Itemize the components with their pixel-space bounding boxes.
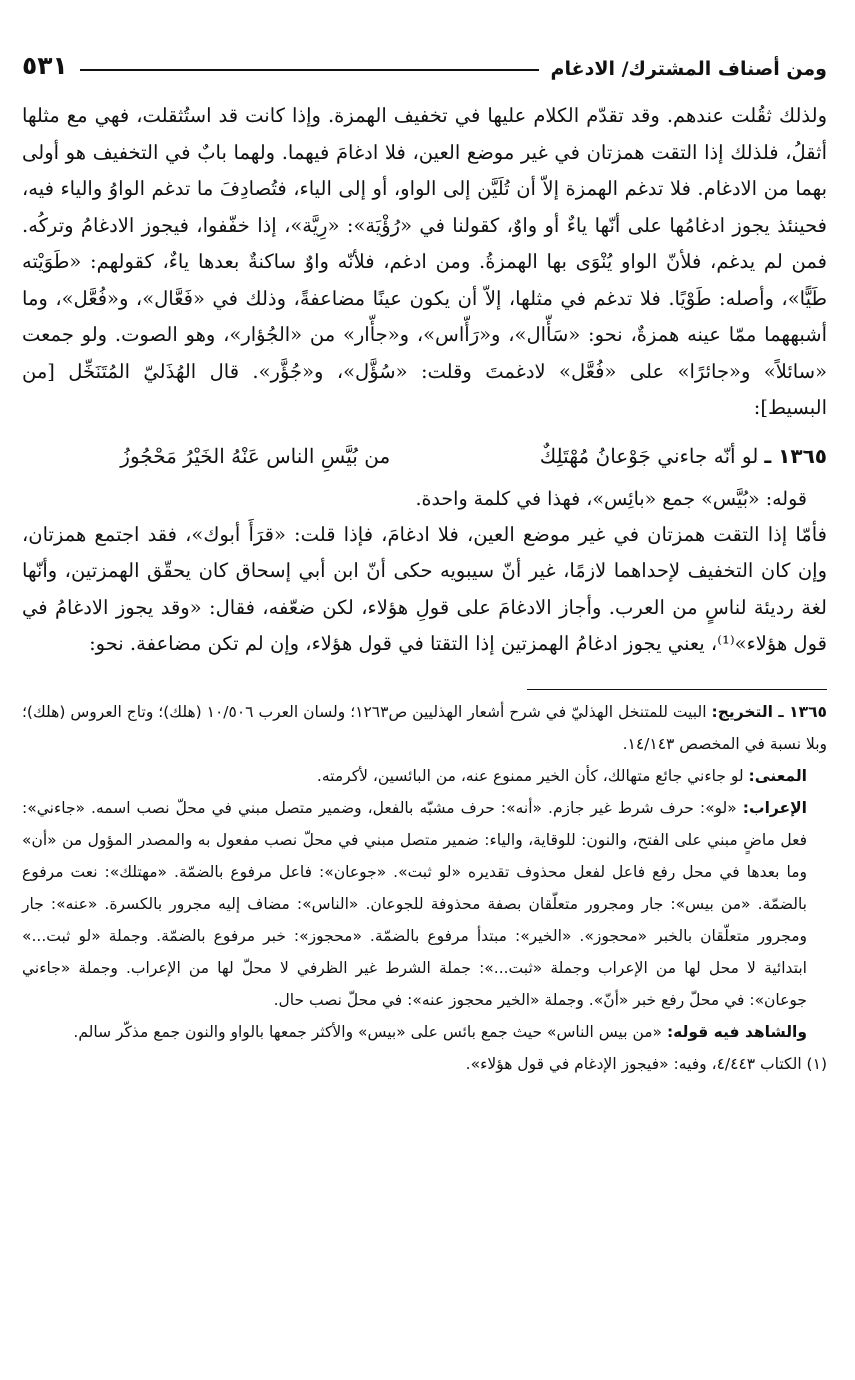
shahid-text: «من بيس الناس» حيث جمع بائس على «بيس» والأكثر جمعها بالواو والنون جمع مذكّر سالم. <box>73 1022 663 1041</box>
header-rule <box>80 69 539 71</box>
body-paragraph-1: ولذلك ثقُلت عندهم. وقد تقدّم الكلام عليها في تخفيف الهمزة. وإذا كانت قد استُثقلت، فهي مع مثلها أثقلُ، فلذلك إذا التقت همزتان في غير موضع العين، فلا ادغامَ فيهما. ولهما بابٌ في التخفيف هو أولى بهما من الادغام. فلا تدغم الهمزة إلاّ أن تُلَيَّن إلى الواو، أو إلى الياء، فتُصادِفَ ما تدغم الواوُ والياء فيه، فحينئذ يجوز ادغامُها على أنّها ياءٌ أو واوٌ، كقولنا في «رُؤْيَة»: «رِيَّة»، إذا خفّفوا، فيجوز الادغامُ وتركُه. فمن لم يدغم، فلأنّ الواو يُنْوَى بها الهمزةُ. ومن ادغم، فلأنّه واوٌ ساكنةٌ بعدها ياءٌ، كقولهم: «طَوَيْته طَيًّا»، وأصله: طَوْيًا. فلا تدغم في مثلها، إلاّ أن يكون عينًا مضاعفةً، وذلك في «فَعَّال»، و«فُعَّل»، وما أشبههما ممّا عينه همزةٌ، نحو: «سَأّال»، و«رَأّاس»، و«جأّار» من «الجُؤار»، وهو الصوت. ولو جمعت «سائلاً» و«جائرًا» على «فُعَّل» لادغمتَ وقلت: «سُؤَّل»، و«جُؤَّر». قال الهُذَليّ المُتَنَخِّل [من البسيط]: <box>22 104 827 419</box>
footnote-irab <box>22 792 827 1016</box>
irab-label: الإعراب: <box>742 798 807 817</box>
verse-number: ١٣٦٥ ـ <box>764 443 827 468</box>
body-paragraph-2: فأمّا إذا التقت همزتان في غير موضع العين، فلا ادغامَ، فإذا قلت: «قرَأَ أبوك»، فقد اجتمع همزتان، وإن كان التخفيف لإحداهما لازمًا، غير أنّ سيبويه حكى أنّ ابن أبي إسحاق كان يحقّق الهمزتين، وأنّها لغة رديئة لناسٍ من العرب. وأجاز الادغامَ على قولِ هؤلاء، لكن ضعّفه، فقال: «وقد يجوز الادغامُ في قول هؤلاء»⁽¹⁾، يعني يجوز ادغامُ الهمزتين إذا التقتا في قول هؤلاء، وإن لم تكن مضاعفة. نحو: <box>22 522 827 655</box>
verse-note: قوله: «بُيَّس» جمع «بائِس»، فهذا في كلمة واحدة. <box>415 487 807 510</box>
page-header <box>22 40 827 80</box>
verse-first-hemistich: لو أنّه جاءني جَوْعانُ مُهْتَلِكٌ <box>539 443 759 468</box>
takhrij-label: ١٣٦٥ ـ التخريج: <box>711 702 827 721</box>
irab-text: «لو»: حرف شرط غير جازم. «أنه»: حرف مشبّه بالفعل، وضمير متصل مبني في محلّ نصب اسمه. «جاءني»: فعل ماضٍ مبني على الفتح، والنون: للوقاية، والياء: ضمير متصل مبني في محلّ نصب مفعول به والمصدر المؤول من «أن» وما بعدها في محل رفع فاعل لفعل محذوف تقديره «لو ثبت». «جوعان»: فاعل مرفوع بالضمّة. «مهتلك»: نعت مرفوع بالضمّة. «من بيس»: جار ومجرور متعلّقان بصفة محذوفة للجوعان. «الناس»: مضاف إليه مجرور بالكسرة. «عنه»: جار ومجرور متعلّقان بالخبر «محجوز». «الخير»: مبتدأ مرفوع بالضمّة. «محجوز»: خبر مرفوع بالضمّة. وجملة «لو ثبت...» ابتدائية لا محل لها من الإعراب وجملة «ثبت...»: جملة الشرط غير الظرفي لا محلّ لها من الإعراب. وجملة «جاءني جوعان»: في محلّ رفع خبر «أنّ». وجملة «الخير محجوز عنه»: في محلّ نصب حال. <box>22 798 807 1009</box>
footnotes <box>22 696 827 1080</box>
meaning-text: لو جاءني جائع متهالك، كأن الخير ممنوع عنه، من البائسين، لأكرمته. <box>316 766 744 785</box>
meaning-label: المعنى: <box>748 766 807 785</box>
running-title: ومن أصناف المشترك/ الادغام <box>550 58 827 80</box>
page <box>22 40 827 1080</box>
footnote-takhrij <box>22 696 827 760</box>
footnote-shahid <box>22 1016 827 1048</box>
main-text <box>22 98 827 663</box>
footnote-separator <box>527 689 827 690</box>
poetry-verse <box>22 437 827 475</box>
footnote-1: (١) الكتاب ٤/٤٤٣، وفيه: «فيجوز الإدغام في قول هؤلاء». <box>465 1054 827 1073</box>
shahid-label: والشاهد فيه قوله: <box>666 1022 807 1041</box>
verse-second-hemistich: من بُيَّسِ الناس عَنْهُ الخَيْرُ مَحْجُوزُ <box>120 443 391 468</box>
page-number: ٥٣١ <box>22 51 68 80</box>
takhrij-text: البيت للمتنخل الهذليّ في شرح أشعار الهذليين ص١٢٦٣؛ ولسان العرب ١٠/٥٠٦ (هلك)؛ وتاج العروس (هلك)؛ وبلا نسبة في المخصص ١٤/١٤٣. <box>22 702 827 753</box>
footnote-meaning <box>22 760 827 792</box>
